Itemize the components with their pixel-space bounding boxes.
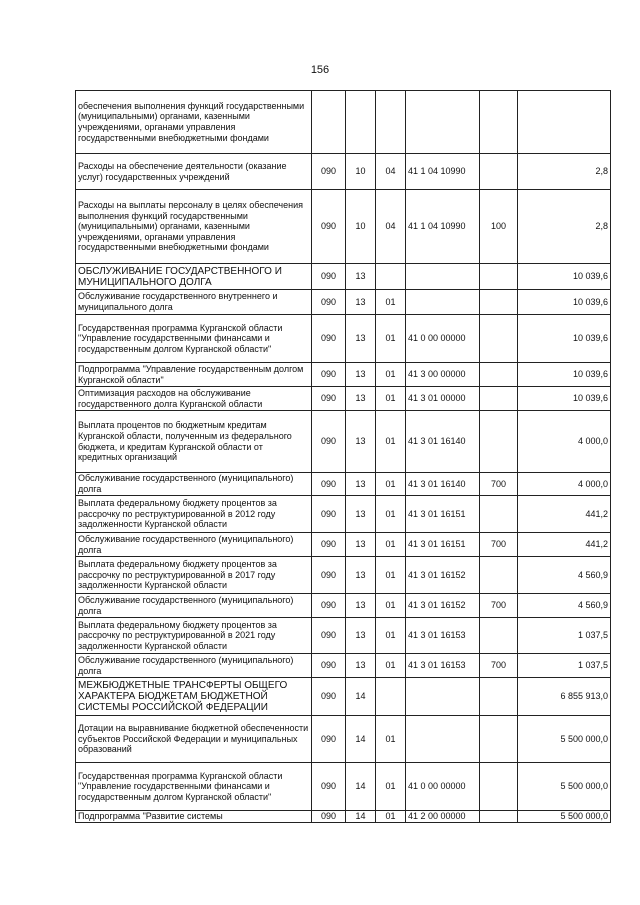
ministry-code: 090 [312,315,346,363]
ministry-code: 090 [312,363,346,387]
table-row [76,763,611,811]
amount: 441,2 [518,533,611,557]
subsection-code: 01 [376,716,406,763]
row-name: Расходы на обеспечение деятельности (оказание услуг) государственных учреждений [76,154,312,190]
expense-type-code: 700 [480,594,518,618]
amount: 10 039,6 [518,315,611,363]
table-row [76,557,611,594]
table-row [76,190,611,264]
row-name: Государственная программа Курганской области "Управление государственными финансами и государственным долгом Курганской области" [76,315,312,363]
row-name: Обслуживание государственного (муниципального) долга [76,473,312,496]
expense-type-code [480,91,518,154]
amount: 4 560,9 [518,594,611,618]
section-code: 13 [346,264,376,290]
table-row [76,290,611,315]
amount: 1 037,5 [518,654,611,678]
section-code: 14 [346,811,376,823]
ministry-code: 090 [312,533,346,557]
table-row [76,387,611,411]
target-article-code: 41 3 01 16140 [406,411,480,473]
section-code: 13 [346,411,376,473]
table-row [76,91,611,154]
row-name: ОБСЛУЖИВАНИЕ ГОСУДАРСТВЕННОГО И МУНИЦИПАЛЬНОГО ДОЛГА [76,264,312,290]
ministry-code: 090 [312,411,346,473]
amount: 10 039,6 [518,387,611,411]
target-article-code: 41 1 04 10990 [406,154,480,190]
subsection-code: 01 [376,290,406,315]
table-row [76,264,611,290]
target-article-code: 41 3 01 16152 [406,594,480,618]
subsection-code: 01 [376,654,406,678]
ministry-code: 090 [312,496,346,533]
ministry-code: 090 [312,618,346,654]
row-name: Оптимизация расходов на обслуживание государственного долга Курганской области [76,387,312,411]
ministry-code: 090 [312,678,346,716]
section-code: 14 [346,763,376,811]
table-row [76,496,611,533]
section-code: 13 [346,290,376,315]
row-name: Обслуживание государственного (муниципального) долга [76,594,312,618]
table-row [76,154,611,190]
subsection-code: 01 [376,763,406,811]
row-name: Выплата федеральному бюджету процентов за рассрочку по реструктурированной в 2017 году задолженности Курганской области [76,557,312,594]
section-code: 14 [346,716,376,763]
table-row [76,811,611,823]
target-article-code [406,290,480,315]
amount: 10 039,6 [518,290,611,315]
amount: 2,8 [518,190,611,264]
table-row [76,363,611,387]
amount: 5 500 000,0 [518,763,611,811]
target-article-code [406,264,480,290]
amount [518,91,611,154]
row-name: Расходы на выплаты персоналу в целях обеспечения выполнения функций государственными (муниципальными) органами, казенными учреждениями, органами управления государственными внебюджетными фондами [76,190,312,264]
expense-type-code [480,411,518,473]
section-code: 10 [346,190,376,264]
table-row [76,594,611,618]
subsection-code: 01 [376,363,406,387]
table-row [76,411,611,473]
ministry-code [312,91,346,154]
target-article-code [406,716,480,763]
amount: 1 037,5 [518,618,611,654]
subsection-code [376,678,406,716]
target-article-code: 41 3 01 16153 [406,654,480,678]
target-article-code: 41 3 00 00000 [406,363,480,387]
subsection-code: 01 [376,557,406,594]
ministry-code: 090 [312,473,346,496]
section-code: 13 [346,533,376,557]
target-article-code: 41 1 04 10990 [406,190,480,264]
section-code: 13 [346,557,376,594]
table-row [76,716,611,763]
ministry-code: 090 [312,811,346,823]
subsection-code: 04 [376,154,406,190]
ministry-code: 090 [312,387,346,411]
ministry-code: 090 [312,290,346,315]
expense-type-code: 100 [480,190,518,264]
section-code: 13 [346,618,376,654]
ministry-code: 090 [312,763,346,811]
expense-type-code [480,811,518,823]
row-name: МЕЖБЮДЖЕТНЫЕ ТРАНСФЕРТЫ ОБЩЕГО ХАРАКТЕРА БЮДЖЕТАМ БЮДЖЕТНОЙ СИСТЕМЫ РОССИЙСКОЙ ФЕДЕРАЦИИ [76,678,312,716]
target-article-code: 41 3 01 16151 [406,496,480,533]
table-row [76,315,611,363]
table-row [76,473,611,496]
row-name: Подпрограмма "Развитие системы [76,811,312,823]
expense-type-code: 700 [480,654,518,678]
row-name: Дотации на выравнивание бюджетной обеспеченности субъектов Российской Федерации и муниципальных образований [76,716,312,763]
expense-type-code [480,363,518,387]
target-article-code: 41 0 00 00000 [406,763,480,811]
expense-type-code [480,264,518,290]
row-name: Обслуживание государственного (муниципального) долга [76,654,312,678]
target-article-code [406,91,480,154]
section-code: 13 [346,315,376,363]
expense-type-code [480,678,518,716]
expense-type-code [480,290,518,315]
amount: 441,2 [518,496,611,533]
target-article-code: 41 3 01 16153 [406,618,480,654]
table-row [76,654,611,678]
section-code: 14 [346,678,376,716]
subsection-code [376,91,406,154]
amount: 4 560,9 [518,557,611,594]
ministry-code: 090 [312,716,346,763]
row-name: обеспечения выполнения функций государственными (муниципальными) органами, казенными учреждениями, органами управления государственными внебюджетными фондами [76,91,312,154]
subsection-code: 01 [376,594,406,618]
target-article-code [406,678,480,716]
row-name: Выплата процентов по бюджетным кредитам Курганской области, полученным из федерального бюджета, и кредитам Курганской области от кредитных организаций [76,411,312,473]
row-name: Выплата федеральному бюджету процентов за рассрочку по реструктурированной в 2012 году задолженности Курганской области [76,496,312,533]
amount: 4 000,0 [518,411,611,473]
section-code: 13 [346,387,376,411]
row-name: Обслуживание государственного (муниципального) долга [76,533,312,557]
expense-type-code [480,315,518,363]
expense-type-code: 700 [480,473,518,496]
expense-type-code [480,496,518,533]
amount: 10 039,6 [518,363,611,387]
subsection-code: 01 [376,618,406,654]
target-article-code: 41 2 00 00000 [406,811,480,823]
section-code: 13 [346,594,376,618]
section-code: 13 [346,363,376,387]
section-code: 13 [346,496,376,533]
target-article-code: 41 3 01 00000 [406,387,480,411]
expense-type-code [480,763,518,811]
expense-type-code [480,557,518,594]
amount: 6 855 913,0 [518,678,611,716]
subsection-code: 01 [376,811,406,823]
expense-type-code [480,716,518,763]
target-article-code: 41 3 01 16140 [406,473,480,496]
ministry-code: 090 [312,154,346,190]
amount: 4 000,0 [518,473,611,496]
expense-type-code: 700 [480,533,518,557]
row-name: Государственная программа Курганской области "Управление государственными финансами и государственным долгом Курганской области" [76,763,312,811]
table-row [76,678,611,716]
amount: 10 039,6 [518,264,611,290]
subsection-code [376,264,406,290]
page-number: 156 [310,64,330,76]
subsection-code: 04 [376,190,406,264]
table-row [76,533,611,557]
amount: 5 500 000,0 [518,716,611,763]
subsection-code: 01 [376,315,406,363]
target-article-code: 41 3 01 16152 [406,557,480,594]
amount: 2,8 [518,154,611,190]
target-article-code: 41 3 01 16151 [406,533,480,557]
row-name: Подпрограмма "Управление государственным долгом Курганской области" [76,363,312,387]
amount: 5 500 000,0 [518,811,611,823]
ministry-code: 090 [312,190,346,264]
subsection-code: 01 [376,496,406,533]
ministry-code: 090 [312,557,346,594]
row-name: Обслуживание государственного внутреннего и муниципального долга [76,290,312,315]
table-row [76,618,611,654]
ministry-code: 090 [312,264,346,290]
budget-table [75,90,611,823]
subsection-code: 01 [376,411,406,473]
expense-type-code [480,618,518,654]
section-code: 13 [346,654,376,678]
section-code: 10 [346,154,376,190]
expense-type-code [480,154,518,190]
target-article-code: 41 0 00 00000 [406,315,480,363]
ministry-code: 090 [312,654,346,678]
section-code [346,91,376,154]
subsection-code: 01 [376,533,406,557]
expense-type-code [480,387,518,411]
ministry-code: 090 [312,594,346,618]
subsection-code: 01 [376,387,406,411]
row-name: Выплата федеральному бюджету процентов за рассрочку по реструктурированной в 2021 году задолженности Курганской области [76,618,312,654]
subsection-code: 01 [376,473,406,496]
section-code: 13 [346,473,376,496]
